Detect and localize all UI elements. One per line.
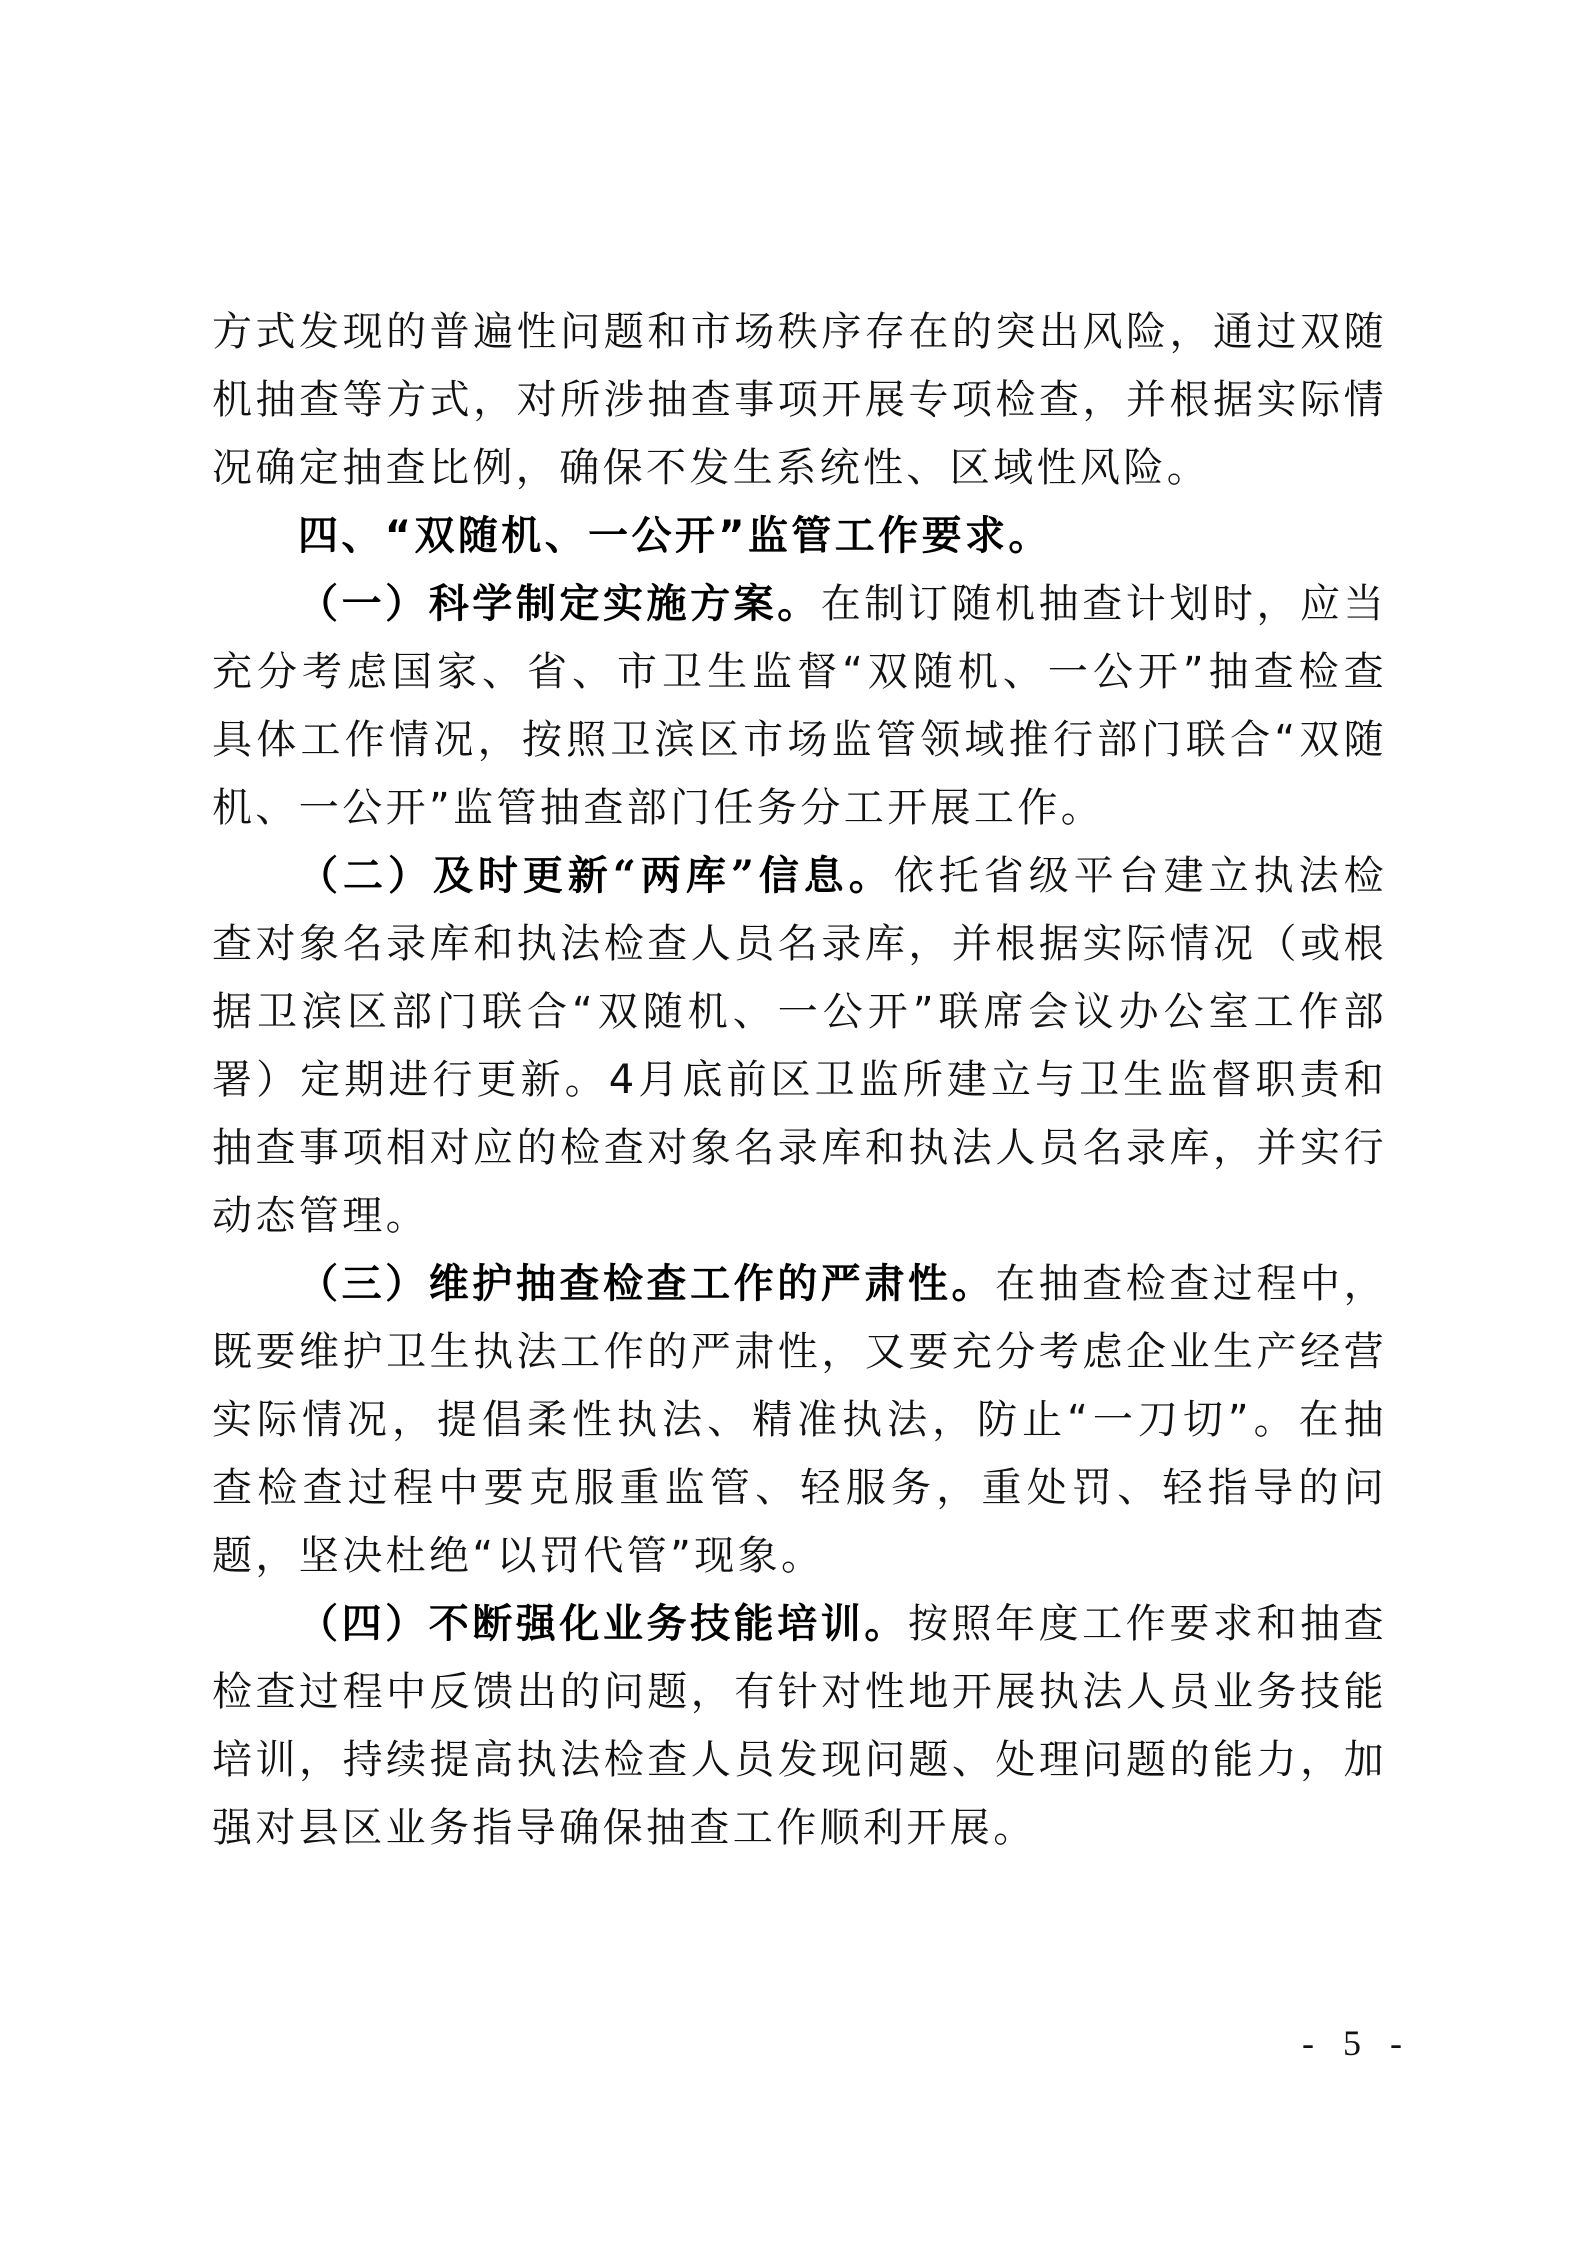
paragraph-continuation bbox=[212, 298, 1387, 502]
subsection-text: 在抽查检查过程中，既要维护卫生执法工作的严肃性，又要充分考虑企业生产经营实际情况，提倡柔性执法、精准执法，防止“一刀切”。在抽查检查过程中要克服重监管、轻服务，重处罚、轻指导的问题，坚决杜绝“以罚代管”现象。 bbox=[212, 1261, 1387, 1579]
subsection-1 bbox=[212, 570, 1387, 842]
subsection-text: 在制订随机抽查计划时，应当充分考虑国家、省、市卫生监督“双随机、一公开”抽查检查具体工作情况，按照卫滨区市场监管领域推行部门联合“双随机、一公开”监管抽查部门任务分工开展工作。 bbox=[212, 581, 1387, 831]
subsection-title: （四）不断强化业务技能培训。 bbox=[298, 1600, 908, 1647]
subsection-2 bbox=[212, 842, 1387, 1250]
section-heading-4 bbox=[212, 502, 1387, 570]
subsection-text: 按照年度工作要求和抽查检查过程中反馈出的问题，有针对性地开展执法人员业务技能培训，持续提高执法检查人员发现问题、处理问题的能力，加强对县区业务指导确保抽查工作顺利开展。 bbox=[212, 1601, 1387, 1851]
subsection-text: 依托省级平台建立执法检查对象名录库和执法检查人员名录库，并根据实际情况（或根据卫滨区部门联合“双随机、一公开”联席会议办公室工作部署）定期进行更新。4月底前区卫监所建立与卫生监督职责和抽查事项相对应的检查对象名录库和执法人员名录库，并实行动态管理。 bbox=[212, 853, 1387, 1239]
subsection-3 bbox=[212, 1250, 1387, 1590]
document-body bbox=[212, 298, 1387, 1862]
subsection-title: （二）及时更新“两库”信息。 bbox=[298, 852, 894, 899]
subsection-title: （一）科学制定实施方案。 bbox=[298, 580, 821, 627]
subsection-4 bbox=[212, 1590, 1387, 1862]
page-number: - 5 - bbox=[1302, 2023, 1412, 2063]
section-title: 四、“双随机、一公开”监管工作要求。 bbox=[298, 513, 1052, 559]
subsection-title: （三）维护抽查检查工作的严肃性。 bbox=[298, 1260, 996, 1307]
paragraph-text: 方式发现的普遍性问题和市场秩序存在的突出风险，通过双随机抽查等方式，对所涉抽查事项开展专项检查，并根据实际情况确定抽查比例，确保不发生系统性、区域性风险。 bbox=[212, 309, 1387, 491]
